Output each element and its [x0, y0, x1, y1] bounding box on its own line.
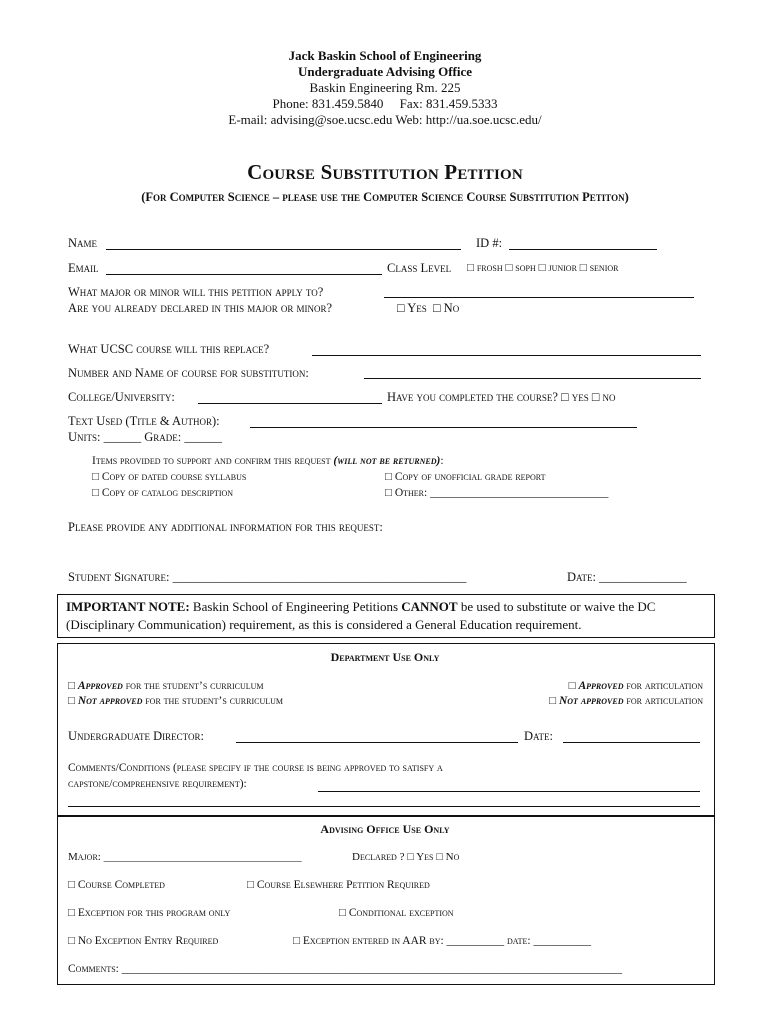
page-subtitle: (For Computer Science – please use the Computer Science Course Substitution Petiton)	[141, 190, 629, 204]
other-checkbox[interactable]: □ Other: _______________________________	[385, 487, 609, 499]
important-note	[66, 598, 706, 634]
not-approved-word: Not approved	[77, 695, 143, 707]
important-note-label: IMPORTANT NOTE:	[66, 599, 190, 614]
units-grade[interactable]: Units: ______ Grade: ______	[68, 430, 222, 444]
no-exception-checkbox[interactable]: □ No Exception Entry Required	[68, 935, 219, 947]
approved-articulation-checkbox[interactable]	[569, 680, 703, 692]
completed-question[interactable]: Have you completed the course? □ yes □ no	[387, 390, 616, 404]
syllabus-checkbox[interactable]: □ Copy of dated course syllabus	[92, 471, 247, 483]
name-field[interactable]	[106, 249, 461, 250]
number-name-label: Number and Name of course for substitution:	[68, 366, 309, 380]
declared-question: Are you already declared in this major or minor?	[68, 301, 333, 315]
id-label: ID #:	[476, 236, 503, 250]
signature-date-field[interactable]: Date: ______________	[567, 570, 687, 584]
office-name: Undergraduate Advising Office	[297, 64, 473, 79]
advising-major-field[interactable]: Major: ____________________________________	[68, 851, 302, 863]
capstone-label: capstone/comprehensive requirement):	[68, 778, 247, 790]
checkbox-glyph: □	[549, 695, 559, 707]
college-label: College/University:	[68, 390, 175, 404]
advising-office-box	[57, 815, 715, 985]
checkbox-glyph: □	[68, 695, 78, 707]
declared-options[interactable]: □ Yes □ No	[397, 301, 460, 315]
important-note-cannot: CANNOT	[401, 599, 458, 614]
not-approved-curriculum-checkbox[interactable]	[68, 695, 283, 707]
class-level-label: Class Level	[387, 261, 452, 275]
curriculum-text: for the student’s curriculum	[122, 680, 264, 692]
page-title: Course Substitution Petition	[247, 160, 523, 184]
items-intro	[92, 455, 444, 467]
important-note-text-end: be used to substitute or waive the DC (Disciplinary Communication) requirement, as this is considered a General Education requirement.	[66, 599, 656, 632]
articulation-text: for articulation	[623, 680, 703, 692]
college-field[interactable]	[198, 403, 382, 404]
advising-office-title: Advising Office Use Only	[320, 822, 450, 836]
items-intro-note: (will not be returned)	[333, 455, 441, 467]
checkbox-glyph: □	[68, 680, 78, 692]
email-label: Email	[68, 261, 99, 275]
class-level-options[interactable]: □ frosh □ soph □ junior □ senior	[467, 262, 619, 274]
comments-conditions-label: Comments/Conditions (please specify if the course is being approved to satisfy a	[68, 762, 443, 774]
replace-question: What UCSC course will this replace?	[68, 342, 270, 356]
items-intro-colon: :	[440, 455, 444, 467]
director-date-label: Date:	[524, 729, 553, 743]
signature-field[interactable]: Student Signature: _______________________________________________	[68, 570, 467, 584]
not-approved-articulation-checkbox[interactable]	[549, 695, 703, 707]
director-label: Undergraduate Director:	[68, 729, 204, 743]
office-room: Baskin Engineering Rm. 225	[309, 80, 461, 95]
director-date-field[interactable]	[563, 742, 700, 743]
grade-report-checkbox[interactable]: □ Copy of unofficial grade report	[385, 471, 546, 483]
office-phone-fax: Phone: 831.459.5840 Fax: 831.459.5333	[272, 96, 498, 111]
advising-declared-options[interactable]: Declared ? □ Yes □ No	[352, 851, 460, 863]
school-name: Jack Baskin School of Engineering	[288, 48, 482, 63]
name-label: Name	[68, 236, 98, 250]
curriculum-text: for the student’s curriculum	[142, 695, 284, 707]
office-contact: E-mail: advising@soe.ucsc.edu Web: http://ua.soe.ucsc.edu/	[228, 112, 542, 127]
checkbox-glyph: □	[568, 680, 579, 692]
replace-field[interactable]	[312, 355, 701, 356]
elsewhere-petition-checkbox[interactable]: □ Course Elsewhere Petition Required	[247, 879, 430, 891]
course-completed-checkbox[interactable]: □ Course Completed	[68, 879, 165, 891]
major-question: What major or minor will this petition apply to?	[68, 285, 324, 299]
major-field[interactable]	[384, 297, 694, 298]
text-used-field[interactable]	[250, 427, 637, 428]
exception-program-checkbox[interactable]: □ Exception for this program only	[68, 907, 231, 919]
approved-word: Approved	[77, 680, 123, 692]
important-note-text: Baskin School of Engineering Petitions	[189, 599, 402, 614]
text-used-label: Text Used (Title & Author):	[68, 414, 220, 428]
department-use-title: Department Use Only	[330, 650, 440, 664]
catalog-checkbox[interactable]: □ Copy of catalog description	[92, 487, 234, 499]
exception-aar-checkbox[interactable]: □ Exception entered in AAR by: __________ date: __________	[293, 935, 591, 947]
articulation-text: for articulation	[623, 695, 703, 707]
number-name-field[interactable]	[364, 378, 701, 379]
advising-comments-field[interactable]: Comments: _______________________________________________________________________________________	[68, 963, 622, 975]
comments-conditions-field-2[interactable]	[68, 806, 700, 807]
additional-info-label: Please provide any additional information for this request:	[68, 520, 383, 534]
id-field[interactable]	[509, 249, 657, 250]
approved-word: Approved	[578, 680, 624, 692]
not-approved-word: Not approved	[558, 695, 624, 707]
director-field[interactable]	[236, 742, 518, 743]
email-field[interactable]	[106, 274, 382, 275]
conditional-exception-checkbox[interactable]: □ Conditional exception	[339, 907, 454, 919]
comments-conditions-field[interactable]	[318, 791, 700, 792]
items-intro-text: Items provided to support and confirm this request	[92, 455, 331, 467]
approved-curriculum-checkbox[interactable]	[68, 680, 264, 692]
